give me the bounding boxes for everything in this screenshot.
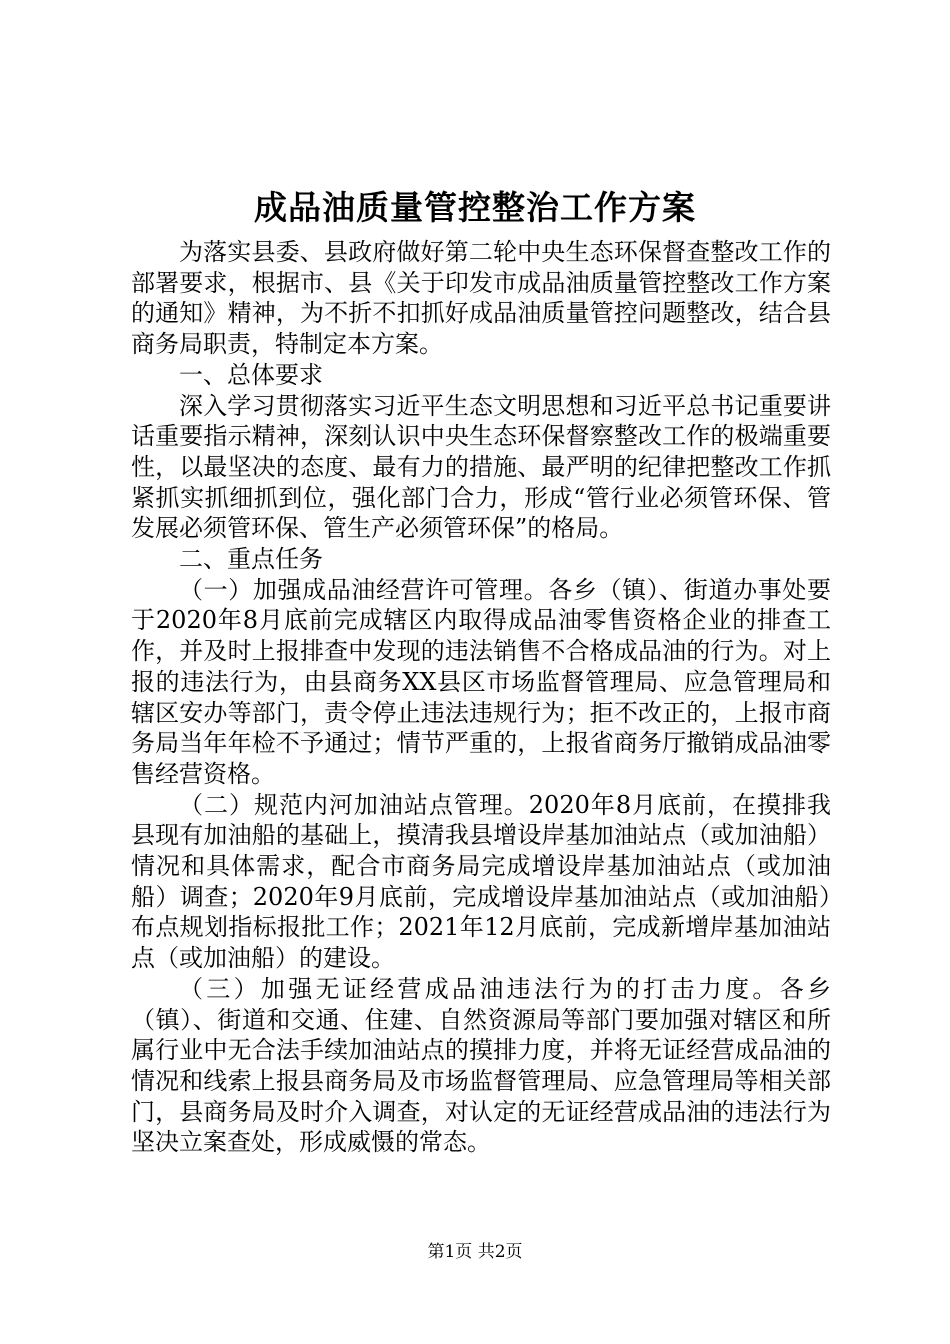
task-paragraph-3: （三）加强无证经营成品油违法行为的打击力度。各乡（镇）、街道和交通、住建、自然资源局等部门要加强对辖区和所属行业中无合法手续加油站点的摸排力度，并将无证经营成品油的情况和线索上报县商务局及市场监督管理局、应急管理局等相关部门，县商务局及时介入调查，对认定的无证经营成品油的违法行为坚决立案查处，形成威慑的常态。	[131, 974, 831, 1157]
page-number-footer: 第1页 共2页	[427, 1242, 523, 1262]
task-paragraph-1: （一）加强成品油经营许可管理。各乡（镇）、街道办事处要于2020年8月底前完成辖区内取得成品油零售资格企业的排查工作，并及时上报排查中发现的违法销售不合格成品油的行为。对上报的违法行为，由县商务XX县区市场监督管理局、应急管理局和辖区安办等部门，责令停止违法违规行为；拒不改正的，上报市商务局当年年检不予通过；情节严重的，上报省商务厅撤销成品油零售经营资格。	[131, 575, 831, 788]
task-paragraph-2: （二）规范内河加油站点管理。2020年8月底前，在摸排我县现有加油船的基础上，摸清我县增设岸基加油站点（或加油船）情况和具体需求，配合市商务局完成增设岸基加油站点（或加油船）调查；2020年9月底前，完成增设岸基加油站点（或加油船）布点规划指标报批工作；2021年12月底前，完成新增岸基加油站点（或加油船）的建设。	[131, 790, 831, 973]
section-heading-general: 一、总体要求	[179, 360, 323, 389]
document-body	[131, 237, 831, 1158]
intro-paragraph: 为落实县委、县政府做好第二轮中央生态环保督查整改工作的部署要求，根据市、县《关于印发市成品油质量管控整改工作方案的通知》精神，为不折不扣抓好成品油质量管控问题整改，结合县商务局职责，特制定本方案。	[131, 238, 831, 359]
document-title: 成品油质量管控整治工作方案	[254, 188, 696, 227]
general-requirements-paragraph: 深入学习贯彻落实习近平生态文明思想和习近平总书记重要讲话重要指示精神，深刻认识中央生态环保督察整改工作的极端重要性，以最坚决的态度、最有力的措施、最严明的纪律把整改工作抓紧抓实抓细抓到位，强化部门合力，形成“管行业必须管环保、管发展必须管环保、管生产必须管环保”的格局。	[131, 391, 831, 543]
section-heading-tasks: 二、重点任务	[179, 545, 323, 574]
